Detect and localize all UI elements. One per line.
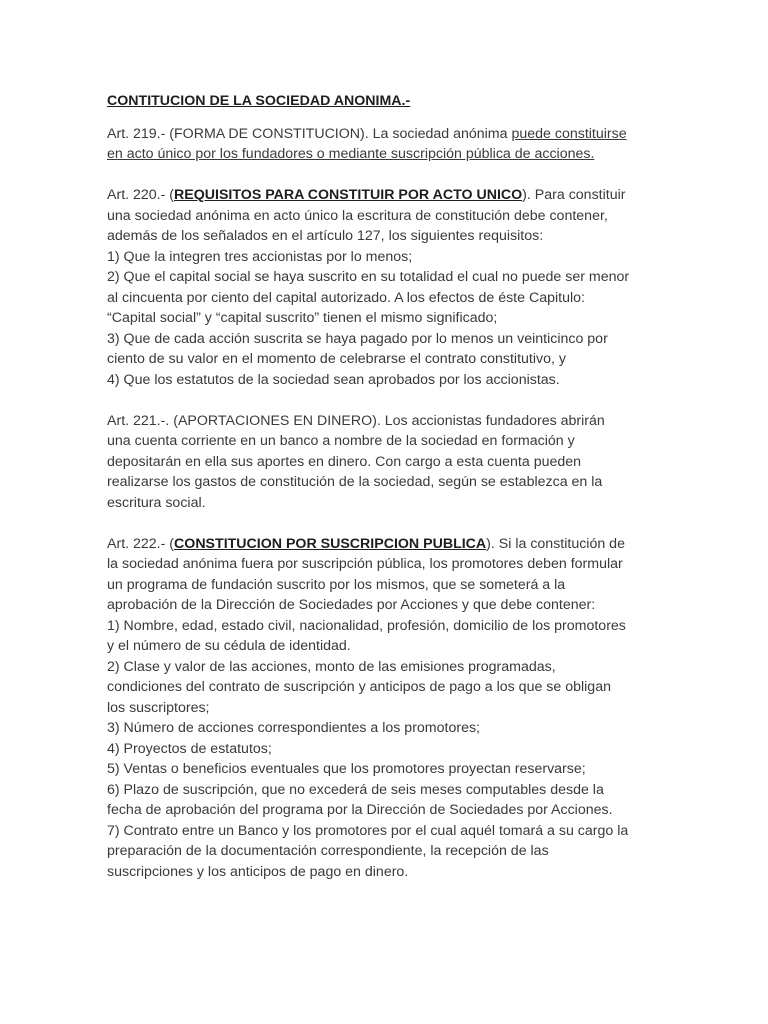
article-222-line: 2) Clase y valor de las acciones, monto de las emisiones programadas, [107,658,556,675]
article-222-line: 5) Ventas o beneficios eventuales que los promotores proyectan reservarse; [107,761,586,777]
article-220-line: además de los señalados en el artículo 127, los siguientes requisitos: [107,228,544,244]
article-220-title: REQUISITOS PARA CONSTITUIR POR ACTO UNICO [174,187,523,203]
article-222-title: CONSTITUCION POR SUSCRIPCION PUBLICA [174,535,487,552]
article-222-line: preparación de la documentación correspondiente, la recepción de las [107,843,549,859]
article-222-line: un programa de fundación suscrito por los mismos, que se someterá a la [107,576,566,593]
article-221-line: depositarán en ella sus aportes en dinero. Con cargo a esta cuenta pueden [107,453,582,470]
article-220-line: 2) Que el capital social se haya suscrito en su totalidad el cual no puede ser menor [107,269,630,285]
article-222-number: Art. 222.- ( [107,535,175,552]
document-page [107,91,667,903]
article-220-line: una sociedad anónima en acto único la escritura de constitución debe contener, [107,207,608,224]
article-222-heading-rest: ). Si la constitución de [486,535,625,552]
article-222-line: suscripciones y los anticipos de pago en dinero. [107,863,409,880]
article-222-line: los suscriptores; [107,699,210,716]
article-222-line: fecha de aprobación del programa por la Dirección de Sociedades por Acciones. [107,802,613,818]
article-222-line: la sociedad anónima fuera por suscripción pública, los promotores deben formular [107,556,623,572]
article-222-line: 7) Contrato entre un Banco y los promotores por el cual aquél tomará a su cargo la [107,822,629,839]
article-222-line: 3) Número de acciones correspondientes a los promotores; [107,720,481,736]
document-title: CONTITUCION DE LA SOCIEDAD ANONIMA.- [107,93,411,109]
article-222-heading-line [107,534,667,555]
article-219-underlined-line: en acto único por los fundadores o mediante suscripción pública de acciones. [107,146,595,162]
article-220-line: 4) Que los estatutos de la sociedad sean aprobados por los accionistas. [107,371,560,388]
article-220-number: Art. 220.- ( [107,187,175,203]
article-221-line: realizarse los gastos de constitución de la sociedad, según se establezca en la [107,474,603,490]
article-220-heading-line [107,185,667,206]
article-220-line: “Capital social” y “capital suscrito” tienen el mismo significado; [107,310,498,326]
article-220-line: ciento de su valor en el momento de celebrarse el contrato constitutivo, y [107,351,566,367]
article-222-line: 1) Nombre, edad, estado civil, nacionalidad, profesión, domicilio de los promotores [107,617,626,634]
article-222-line: condiciones del contrato de suscripción y anticipos de pago a los que se obligan [107,679,611,695]
article-222-line: 4) Proyectos de estatutos; [107,740,272,757]
article-219 [107,124,667,165]
article-221 [107,411,667,514]
article-219-line [107,124,667,145]
article-221-line: una cuenta corriente en un banco a nombre de la sociedad en formación y [107,433,575,449]
article-219-underlined-text: puede constituirse [511,125,627,142]
article-222-line: aprobación de la Dirección de Sociedades por Acciones y que debe contener: [107,597,596,613]
article-221-line: Art. 221.-. (APORTACIONES EN DINERO). Los accionistas fundadores abrirán [107,412,605,429]
article-220-line: 3) Que de cada acción suscrita se haya pagado por lo menos un veinticinco por [107,330,608,347]
article-222-line: 6) Plazo de suscripción, que no excederá de seis meses computables desde la [107,781,604,798]
article-220-line: al cincuenta por ciento del capital autorizado. A los efectos de éste Capitulo: [107,289,585,306]
article-219-heading: Art. 219.- (FORMA DE CONSTITUCION). La sociedad anónima [107,125,512,142]
article-222 [107,534,667,883]
article-221-line: escritura social. [107,494,206,511]
article-220-heading-rest: ). Para constituir [522,187,626,203]
article-222-line: y el número de su cédula de identidad. [107,638,351,654]
article-220 [107,185,667,390]
article-220-line: 1) Que la integren tres accionistas por lo menos; [107,248,413,265]
